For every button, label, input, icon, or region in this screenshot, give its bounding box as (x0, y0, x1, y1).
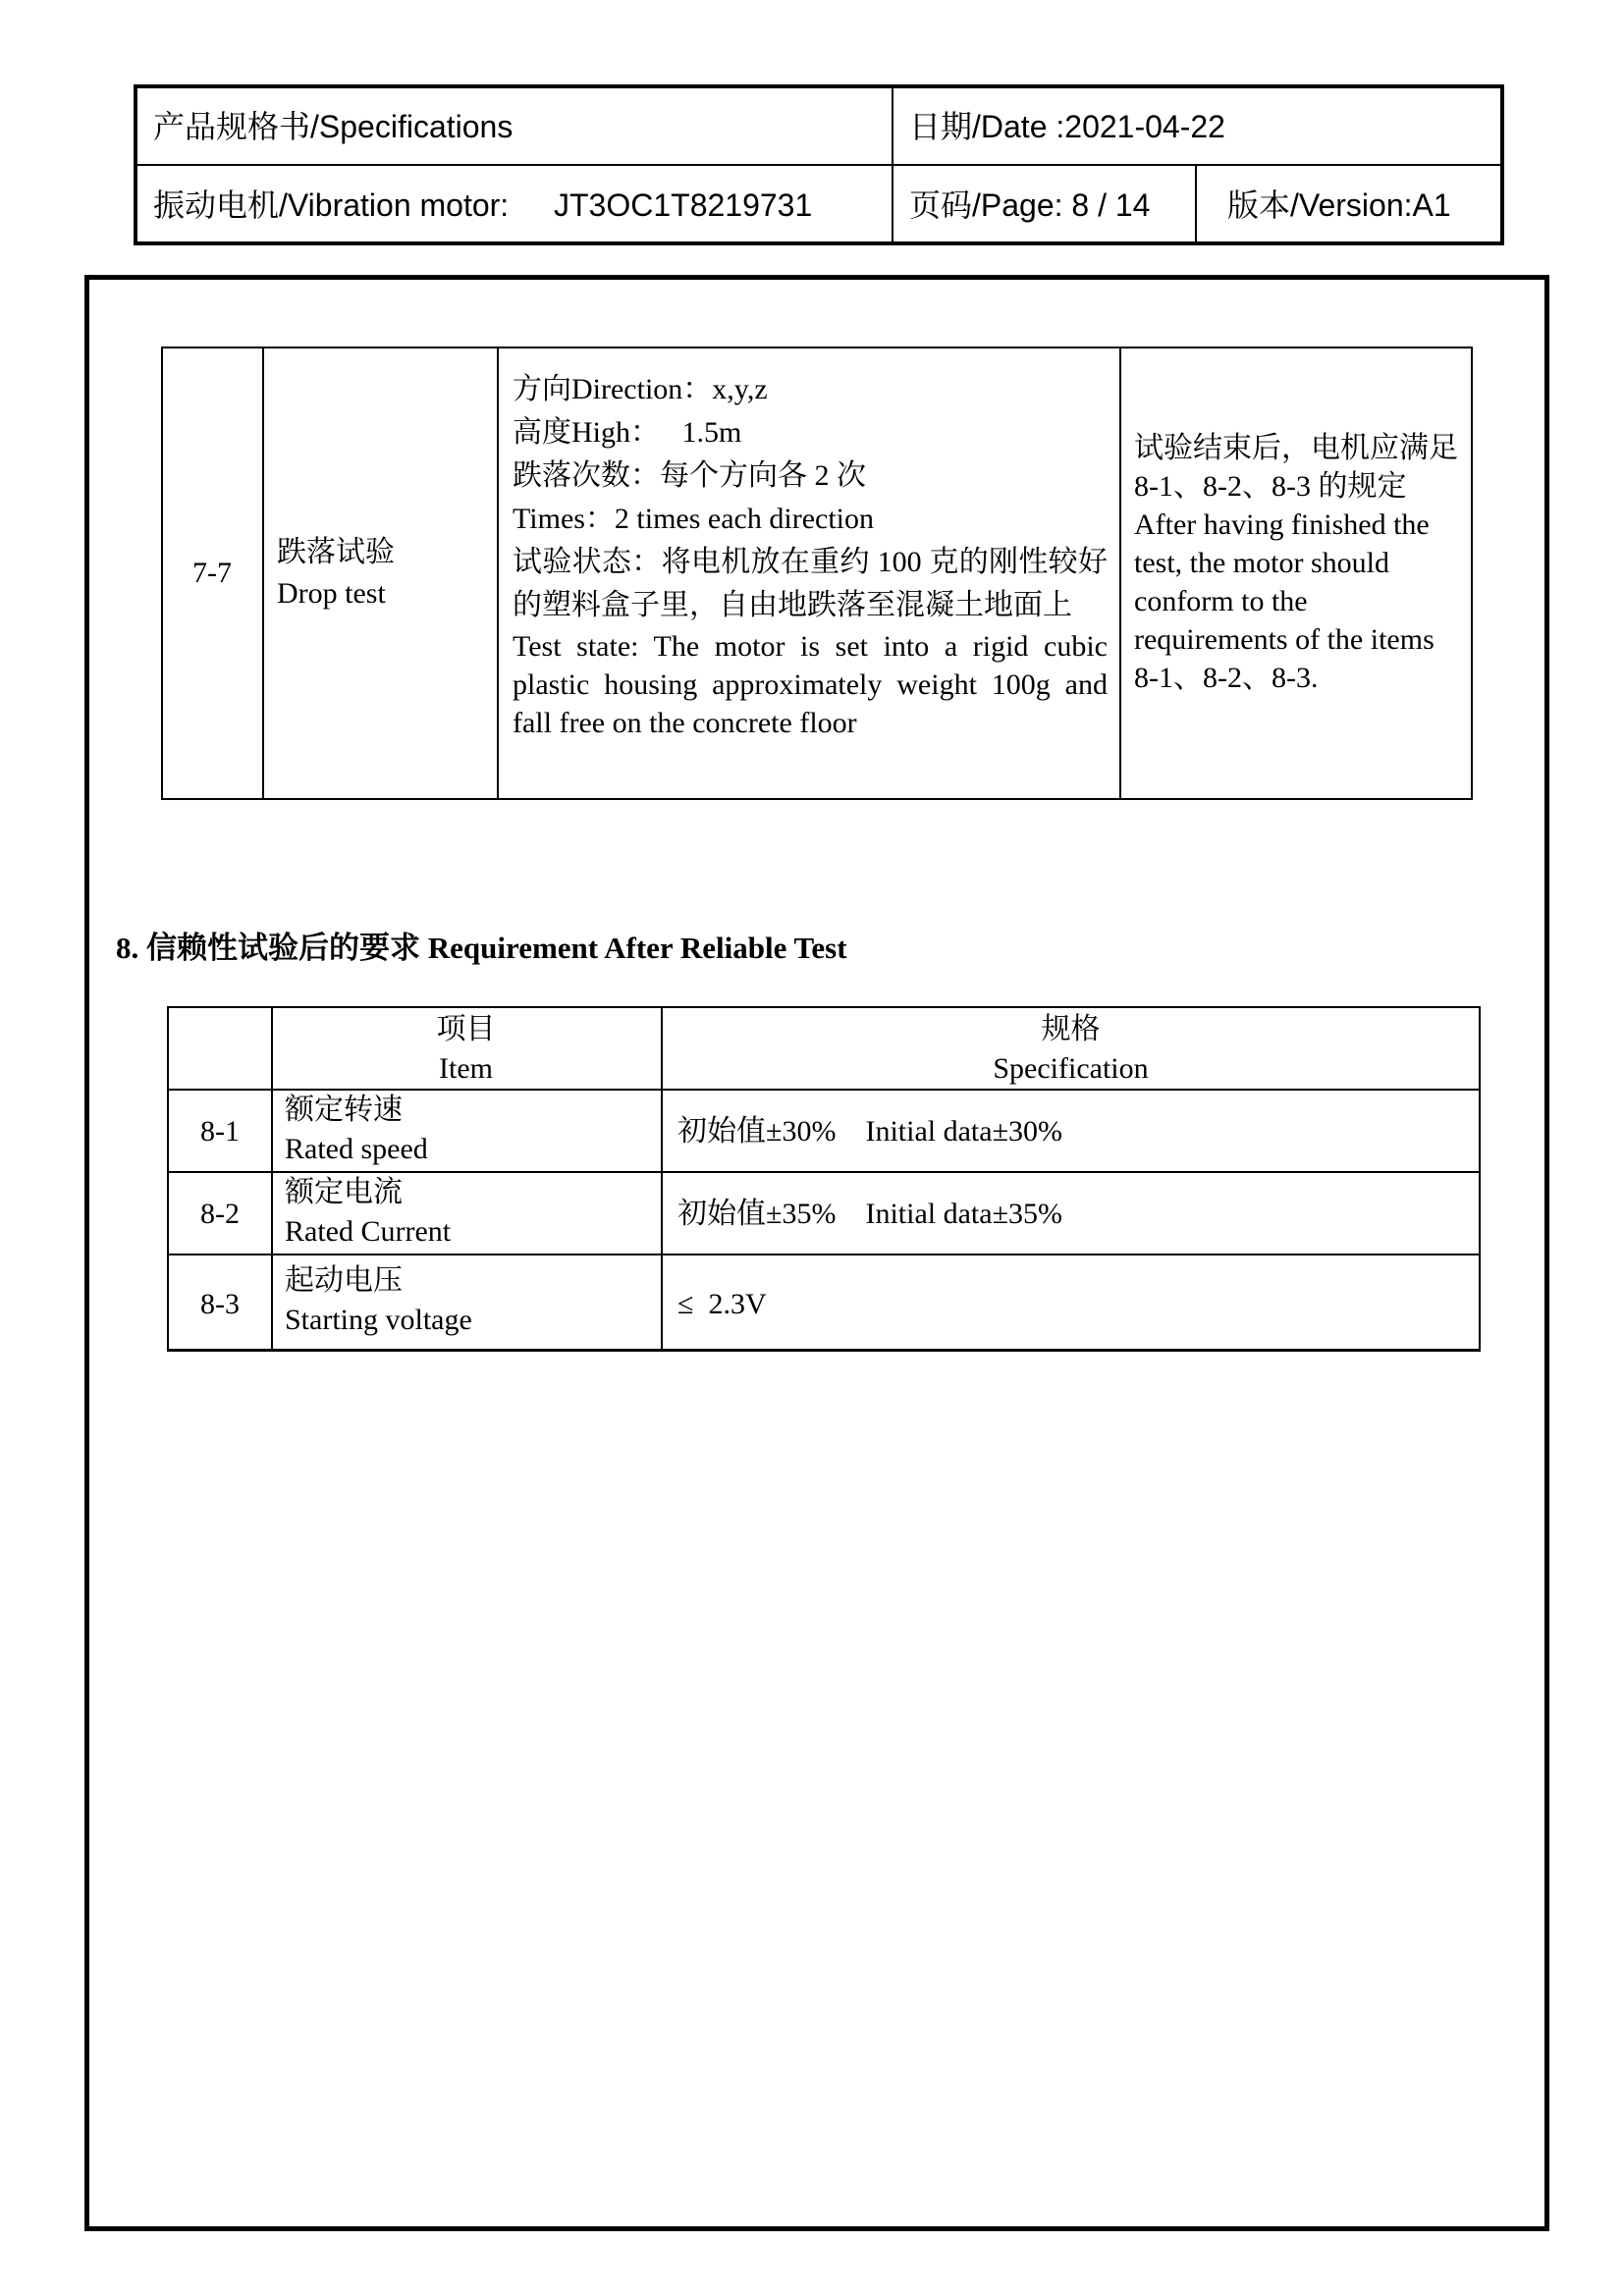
row-spec: ≤ 2.3V (677, 1288, 767, 1320)
header-divider (137, 164, 1500, 166)
version: 版本/Version:A1 (1227, 187, 1451, 223)
condition-test-state-cn: 试验状态：将电机放在重约 100 克的刚性较好的塑料盒子里，自由地跌落至混凝土地面上 (513, 546, 1108, 621)
row-number: 8-3 (200, 1288, 240, 1320)
document-header (134, 84, 1504, 245)
condition-direction: 方向Direction：x,y,z (513, 373, 768, 405)
row-number: 8-1 (200, 1115, 240, 1148)
row-spec: 初始值±30% Initial data±30% (677, 1115, 1063, 1148)
condition-height: 高度High： 1.5m (513, 416, 742, 449)
column-divider (262, 348, 264, 798)
section-8-title: 8. 信赖性试验后的要求 Requirement After Reliable Test (116, 931, 847, 965)
condition-test-state-en: Test state: The motor is set into a rigid cubic plastic housing approximately weight 100g and fall free on the concrete floor (513, 630, 1108, 739)
row-number: 8-2 (200, 1198, 240, 1230)
header-item-en: Item (439, 1052, 493, 1085)
condition-drop-count: 跌落次数：每个方向各 2 次 (513, 459, 866, 492)
header-spec-en: Specification (993, 1052, 1149, 1085)
column-divider (497, 348, 499, 798)
motor-code: JT3OC1T8219731 (554, 187, 813, 223)
spec-title: 产品规格书/Specifications (153, 109, 514, 144)
test-requirement: 试验结束后，电机应满足 8-1、8-2、8-3 的规定After having finished the test, the motor should conform to the requirements of the items 8-1、8-2、8-3. (1134, 432, 1458, 694)
test-name-en: Drop test (277, 577, 386, 610)
row-item-en: Rated speed (285, 1133, 428, 1165)
row-spec: 初始值±35% Initial data±35% (677, 1198, 1063, 1230)
test-name-cn: 跌落试验 (277, 536, 395, 568)
requirements-table (167, 1006, 1481, 1352)
row-item-cn: 额定转速 (285, 1094, 403, 1126)
header-divider (1195, 165, 1197, 241)
drop-test-table (161, 347, 1473, 800)
header-spec-cn: 规格 (1041, 1013, 1101, 1045)
date: 日期/Date :2021-04-22 (909, 109, 1225, 144)
test-number: 7-7 (192, 557, 232, 589)
row-item-en: Starting voltage (285, 1304, 472, 1336)
page-number: 页码/Page: 8 / 14 (909, 187, 1151, 223)
row-divider (169, 1254, 1479, 1255)
header-item-cn: 项目 (436, 1013, 496, 1045)
condition-times: Times：2 times each direction (513, 503, 874, 535)
row-item-en: Rated Current (285, 1215, 452, 1248)
row-item-cn: 额定电流 (285, 1176, 403, 1208)
row-item-cn: 起动电压 (285, 1264, 403, 1297)
test-conditions (513, 368, 1108, 742)
column-divider (1119, 348, 1121, 798)
motor-label: 振动电机/Vibration motor: (153, 187, 510, 223)
header-divider (892, 88, 893, 241)
